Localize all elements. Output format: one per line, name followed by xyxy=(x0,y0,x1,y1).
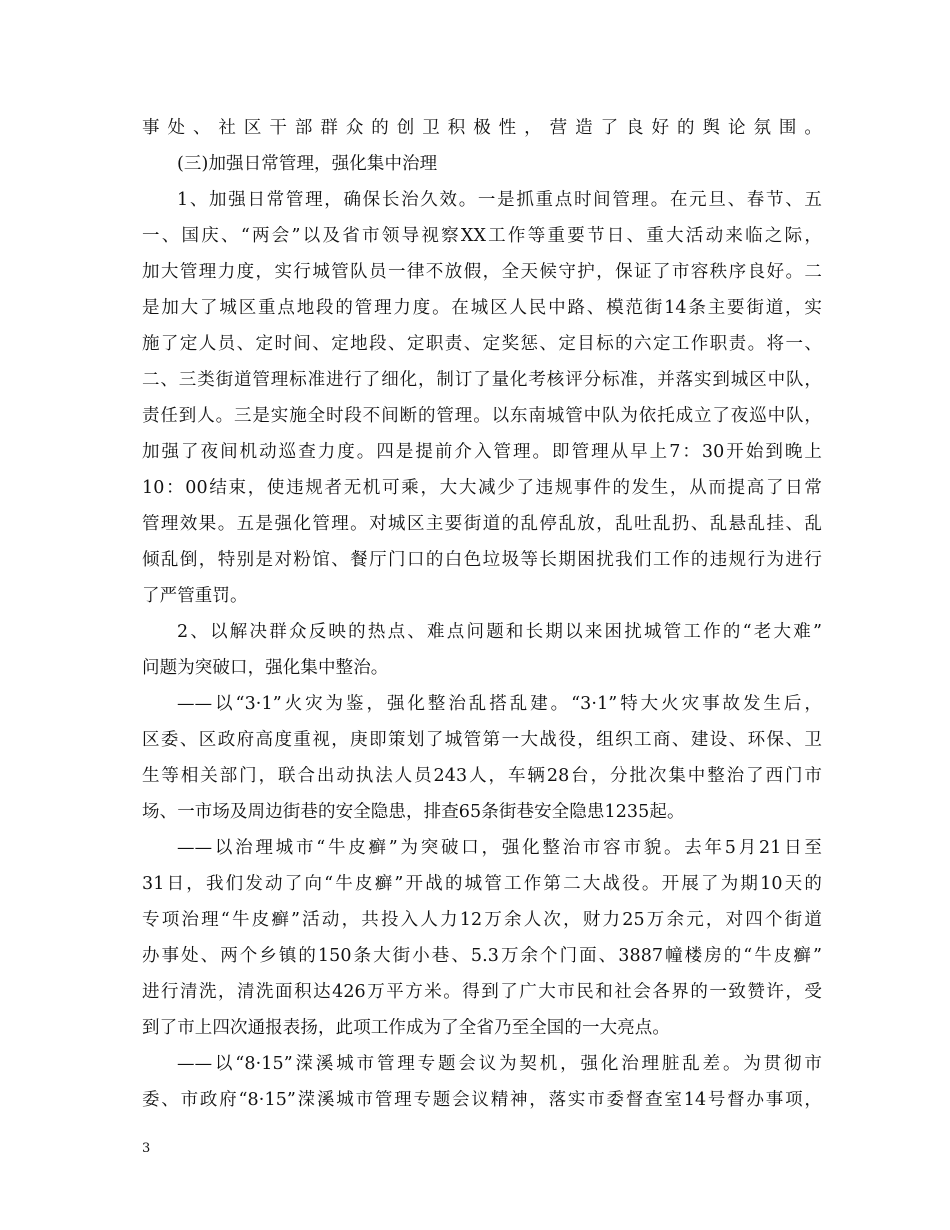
text-line: 倾乱倒，特别是对粉馆、餐厅门口的白色垃圾等长期困扰我们工作的违规行为进行 xyxy=(142,550,822,570)
text-line: 施了定人员、定时间、定地段、定职责、定奖惩、定目标的六定工作职责。将一、 xyxy=(142,334,822,354)
text-line: 委、市政府“8·15”溁溪城市管理专题会议精神，落实市委督查室14号督办事项， xyxy=(142,1090,822,1110)
text-line: 1、加强日常管理，确保长治久效。一是抓重点时间管理。在元旦、春节、五 xyxy=(177,190,822,210)
text-line: ——以治理城市“牛皮癣”为突破口，强化整治市容市貌。去年5月21日至 xyxy=(177,838,822,858)
text-line: ——以“3·1”火灾为鉴，强化整治乱搭乱建。“3·1”特大火灾事故发生后， xyxy=(177,694,822,714)
text-line: 专项治理“牛皮癣”活动，共投入人力12万余人次，财力25万余元，对四个街道 xyxy=(142,910,822,930)
text-line: 到了市上四次通报表扬，此项工作成为了全省乃至全国的一大亮点。 xyxy=(142,1018,670,1038)
text-line: 二、三类街道管理标准进行了细化，制订了量化考核评分标准，并落实到城区中队， xyxy=(142,370,822,390)
text-line: 责任到人。三是实施全时段不间断的管理。以东南城管中队为依托成立了夜巡中队， xyxy=(142,406,822,426)
text-line: 进行清洗，清洗面积达426万平方米。得到了广大市民和社会各界的一致赞许，受 xyxy=(142,982,822,1002)
text-line: 是加大了城区重点地段的管理力度。在城区人民中路、模范街14条主要街道，实 xyxy=(142,298,822,318)
text-line: 了严管重罚。 xyxy=(142,586,248,606)
section-heading: (三)加强日常管理，强化集中治理 xyxy=(177,154,438,174)
text-line: 生等相关部门，联合出动执法人员243人，车辆28台，分批次集中整治了西门市 xyxy=(142,766,822,786)
text-line: 加强了夜间机动巡查力度。四是提前介入管理。即管理从早上7：30开始到晚上 xyxy=(142,442,822,462)
text-line: 管理效果。五是强化管理。对城区主要街道的乱停乱放，乱吐乱扔、乱悬乱挂、乱 xyxy=(142,514,822,534)
text-line: 一、国庆、“两会”以及省市领导视察XX工作等重要节日、重大活动来临之际， xyxy=(142,226,822,246)
text-line: ——以“8·15”溁溪城市管理专题会议为契机，强化治理脏乱差。为贯彻市 xyxy=(177,1054,822,1074)
text-line: 2、以解决群众反映的热点、难点问题和长期以来困扰城管工作的“老大难” xyxy=(177,622,822,642)
text-line: 办事处、两个乡镇的150条大街小巷、5.3万余个门面、3887幢楼房的“牛皮癣” xyxy=(142,946,822,966)
text-line: 区委、区政府高度重视，庚即策划了城管第一大战役，组织工商、建设、环保、卫 xyxy=(142,730,822,750)
text-line: 问题为突破口，强化集中整治。 xyxy=(142,658,389,678)
page-number: 3 xyxy=(142,1141,151,1156)
text-line: 场、一市场及周边街巷的安全隐患，排查65条街巷安全隐患1235起。 xyxy=(142,802,685,822)
text-line: 31日，我们发动了向“牛皮癣”开战的城管工作第二大战役。开展了为期10天的 xyxy=(142,874,822,894)
text-line: 10：00结束，使违规者无机可乘，大大减少了违规事件的发生，从而提高了日常 xyxy=(142,478,822,498)
text-line: 加大管理力度，实行城管队员一律不放假，全天候守护，保证了市容秩序良好。二 xyxy=(142,262,822,282)
text-line: 事处、社区干部群众的创卫积极性，营造了良好的舆论氛围。 xyxy=(142,118,822,138)
